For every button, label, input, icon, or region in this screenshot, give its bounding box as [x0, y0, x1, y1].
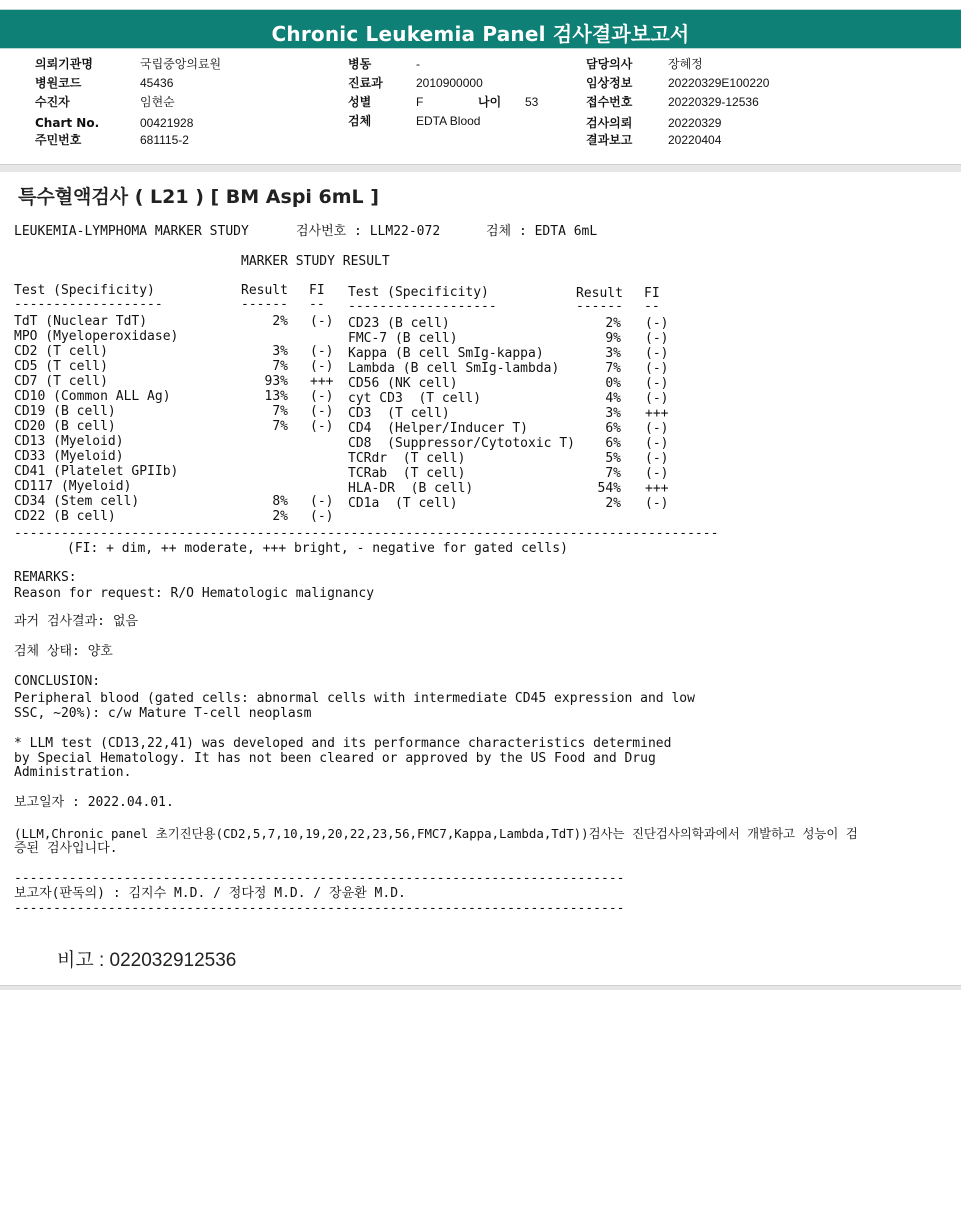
- age-label: 나이: [478, 95, 502, 109]
- marker-fi: (-): [645, 466, 669, 481]
- marker-fi: (-): [645, 331, 669, 346]
- marker-result: 7%: [272, 359, 288, 374]
- disclaimer-line-2: 증된 검사입니다.: [14, 841, 118, 856]
- request-date-value: 20220329: [668, 116, 722, 130]
- hospital-code-value: 45436: [140, 76, 174, 90]
- table-bottom-rule: ------------------------------------------------------------------------------------------: [14, 526, 719, 541]
- footer-separator: [0, 985, 961, 990]
- doctor-label: 담당의사: [586, 57, 633, 71]
- marker-fi: (-): [645, 376, 669, 391]
- patient-name-value: 임현순: [140, 95, 175, 109]
- conclusion-line-1: Peripheral blood (gated cells: abnormal cells with intermediate CD45 expression and low: [14, 691, 695, 706]
- marker-test-name: CD23 (B cell): [348, 316, 450, 331]
- marker-test-name: CD22 (B cell): [14, 509, 116, 524]
- report-title-bar: [0, 9, 961, 49]
- resident-no-value: 681115-2: [140, 133, 189, 147]
- doctor-value: 장혜정: [668, 57, 703, 71]
- marker-result: 6%: [605, 421, 621, 436]
- marker-fi: (-): [645, 316, 669, 331]
- right-col-fi-header: FI: [644, 286, 660, 301]
- marker-test-name: CD117 (Myeloid): [14, 479, 132, 494]
- right-col-test-header: Test (Specificity): [348, 285, 489, 300]
- reporters: 보고자(판독의) : 김지수 M.D. / 정다정 M.D. / 장윤환 M.D.: [14, 886, 406, 901]
- specimen-state: 검체 상태: 양호: [14, 644, 113, 659]
- hospital-name-value: 국립중앙의료원: [140, 57, 222, 71]
- marker-fi: (-): [310, 404, 334, 419]
- hospital-name-label: 의뢰기관명: [35, 57, 93, 71]
- specimen-label: 검체: [348, 114, 372, 128]
- hospital-code-label: 병원코드: [35, 76, 82, 90]
- section-title: 특수혈액검사 ( L21 ) [ BM Aspi 6mL ]: [18, 186, 379, 208]
- marker-fi: +++: [645, 406, 669, 421]
- study-name: LEUKEMIA-LYMPHOMA MARKER STUDY: [14, 224, 249, 239]
- marker-test-name: MPO (Myeloperoxidase): [14, 329, 179, 344]
- marker-fi: (-): [645, 436, 669, 451]
- remark-note: 비고 : 022032912536: [57, 950, 237, 971]
- marker-result: 7%: [272, 419, 288, 434]
- marker-test-name: TCRdr (T cell): [348, 451, 466, 466]
- marker-test-name: CD13 (Myeloid): [14, 434, 124, 449]
- marker-result: 5%: [605, 451, 621, 466]
- marker-test-name: CD5 (T cell): [14, 359, 108, 374]
- marker-test-name: CD2 (T cell): [14, 344, 108, 359]
- marker-fi: (-): [310, 359, 334, 374]
- marker-test-name: CD4 (Helper/Inducer T): [348, 421, 529, 436]
- left-col-test-header: Test (Specificity): [14, 283, 155, 298]
- receipt-no-label: 접수번호: [586, 95, 633, 109]
- note-line-2: by Special Hematology. It has not been cleared or approved by the US Food and Drug: [14, 751, 656, 766]
- marker-test-name: TCRab (T cell): [348, 466, 466, 481]
- marker-result: 9%: [605, 331, 621, 346]
- result-title: MARKER STUDY RESULT: [241, 254, 390, 269]
- request-date-label: 검사의뢰: [586, 116, 633, 130]
- marker-fi: (-): [645, 421, 669, 436]
- marker-test-name: Lambda (B cell SmIg-lambda): [348, 361, 560, 376]
- header-underline: ------: [241, 297, 288, 312]
- remarks-reason: Reason for request: R/O Hematologic malignancy: [14, 586, 375, 601]
- department-label: 진료과: [348, 76, 383, 90]
- marker-fi: (-): [310, 389, 334, 404]
- marker-fi: (-): [645, 391, 669, 406]
- left-col-result-header: Result: [241, 283, 288, 298]
- marker-result: 7%: [605, 361, 621, 376]
- patient-name-label: 수진자: [35, 95, 70, 109]
- marker-result: 3%: [272, 344, 288, 359]
- reporter-rule-top: ------------------------------------------------------------------------------: [14, 871, 625, 886]
- marker-test-name: CD56 (NK cell): [348, 376, 458, 391]
- marker-test-name: CD33 (Myeloid): [14, 449, 124, 464]
- header-separator: [0, 164, 961, 172]
- clinical-info-label: 임상정보: [586, 76, 633, 90]
- marker-test-name: CD19 (B cell): [14, 404, 116, 419]
- ward-value: -: [416, 57, 420, 71]
- marker-result: 7%: [605, 466, 621, 481]
- marker-test-name: CD7 (T cell): [14, 374, 108, 389]
- marker-test-name: CD20 (B cell): [14, 419, 116, 434]
- left-col-fi-header: FI: [309, 283, 325, 298]
- marker-result: 2%: [605, 496, 621, 511]
- specimen-value: EDTA Blood: [416, 114, 481, 128]
- marker-test-name: CD8 (Suppressor/Cytotoxic T): [348, 436, 575, 451]
- marker-result: 8%: [272, 494, 288, 509]
- chart-no-value: 00421928: [140, 116, 194, 130]
- note-line-1: * LLM test (CD13,22,41) was developed and its performance characteristics determined: [14, 736, 672, 751]
- header-underline: ------: [576, 299, 623, 314]
- marker-test-name: Kappa (B cell SmIg-kappa): [348, 346, 544, 361]
- marker-result: 2%: [272, 314, 288, 329]
- remarks-heading: REMARKS:: [14, 570, 77, 585]
- right-col-result-header: Result: [576, 286, 623, 301]
- header-underline: --: [309, 297, 325, 312]
- sex-label: 성별: [348, 95, 372, 109]
- study-number: 검사번호 : LLM22-072: [296, 224, 441, 239]
- note-line-3: Administration.: [14, 765, 132, 780]
- marker-result: 4%: [605, 391, 621, 406]
- marker-test-name: CD3 (T cell): [348, 406, 450, 421]
- fi-legend: (FI: + dim, ++ moderate, +++ bright, - negative for gated cells): [67, 541, 568, 556]
- marker-test-name: CD10 (Common ALL Ag): [14, 389, 171, 404]
- report-date: 보고일자 : 2022.04.01.: [14, 795, 174, 810]
- disclaimer-line-1: (LLM,Chronic panel 초기진단용(CD2,5,7,10,19,20,22,23,56,FMC7,Kappa,Lambda,TdT))검사는 진단검사의학과에서 개발하고 성능이 검: [14, 826, 858, 841]
- marker-test-name: TdT (Nuclear TdT): [14, 314, 148, 329]
- marker-fi: (-): [310, 314, 334, 329]
- marker-test-name: cyt CD3 (T cell): [348, 391, 482, 406]
- reporter-rule-bottom: ------------------------------------------------------------------------------: [14, 901, 625, 916]
- resident-no-label: 주민번호: [35, 133, 82, 147]
- result-date-label: 결과보고: [586, 133, 633, 147]
- marker-result: 13%: [264, 389, 288, 404]
- marker-fi: (-): [310, 419, 334, 434]
- marker-fi: (-): [645, 451, 669, 466]
- marker-result: 3%: [605, 346, 621, 361]
- marker-fi: (-): [310, 494, 334, 509]
- sex-value: F: [416, 95, 424, 109]
- marker-result: 54%: [597, 481, 621, 496]
- marker-fi: +++: [645, 481, 669, 496]
- clinical-info-value: 20220329E100220: [668, 76, 770, 90]
- conclusion-line-2: SSC, ~20%): c/w Mature T-cell neoplasm: [14, 706, 312, 721]
- chart-no-label: Chart No.: [35, 116, 100, 130]
- department-value: 2010900000: [416, 76, 483, 90]
- header-underline: -------------------: [348, 299, 497, 314]
- marker-test-name: CD41 (Platelet GPIIb): [14, 464, 179, 479]
- marker-result: 2%: [272, 509, 288, 524]
- marker-test-name: CD1a (T cell): [348, 496, 458, 511]
- marker-test-name: CD34 (Stem cell): [14, 494, 140, 509]
- header-underline: -------------------: [14, 297, 163, 312]
- age-value: 53: [525, 95, 539, 109]
- result-date-value: 20220404: [668, 133, 722, 147]
- report-title: Chronic Leukemia Panel 검사결과보고서: [271, 22, 690, 46]
- marker-result: 6%: [605, 436, 621, 451]
- marker-result: 7%: [272, 404, 288, 419]
- study-specimen: 검체 : EDTA 6mL: [486, 224, 598, 239]
- marker-result: 2%: [605, 316, 621, 331]
- marker-test-name: HLA-DR (B cell): [348, 481, 474, 496]
- marker-fi: (-): [310, 509, 334, 524]
- marker-result: 3%: [605, 406, 621, 421]
- marker-fi: (-): [645, 361, 669, 376]
- ward-label: 병동: [348, 57, 372, 71]
- marker-test-name: FMC-7 (B cell): [348, 331, 458, 346]
- header-underline: --: [644, 299, 660, 314]
- marker-fi: (-): [310, 344, 334, 359]
- receipt-no-value: 20220329-12536: [668, 95, 759, 109]
- conclusion-heading: CONCLUSION:: [14, 674, 101, 689]
- marker-fi: (-): [645, 496, 669, 511]
- marker-fi: +++: [310, 374, 334, 389]
- previous-result: 과거 검사결과: 없음: [14, 614, 138, 629]
- marker-result: 93%: [264, 374, 288, 389]
- marker-fi: (-): [645, 346, 669, 361]
- marker-result: 0%: [605, 376, 621, 391]
